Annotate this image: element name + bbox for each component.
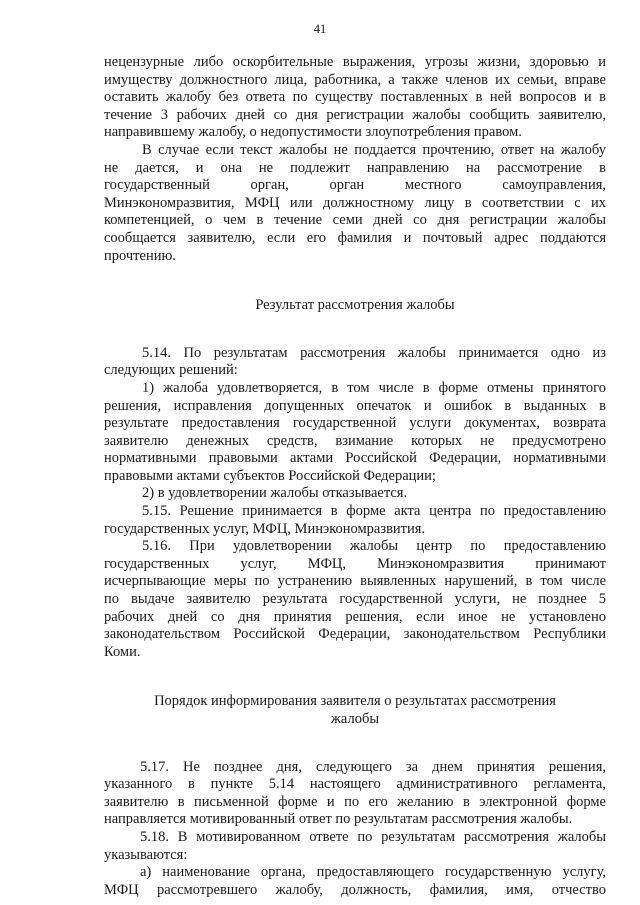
paragraph-5-17 [104,759,606,829]
text-line: нецензурные либо оскорбительные выражения, угрозы жизни, здоровью и [104,54,606,70]
text-line: МФЦ рассмотревшего жалобу, должность, фамилия, имя, отчество [104,881,606,898]
text-line: рабочих дней со дня принятия решения, если иное не установлено [104,608,606,625]
paragraph-item-2 [104,485,606,503]
text-line: заявителю в письменной форме и по его желанию в электронной форме [104,793,606,810]
text-line: указанного в пункте 5.14 настоящего административного регламента, [104,776,606,793]
paragraph-5-15 [104,503,606,538]
text-line: 5.17. Не позднее дня, следующего за днем принятия решения, [140,758,606,775]
text-line: 2) в удовлетворении жалобы отказывается. [142,485,408,502]
text-line: В случае если текст жалобы не поддается прочтению, ответ на жалобу [142,141,606,158]
text-line: результате предоставления государственной услуги документах, возврата [104,415,606,432]
text-line: решения, исправления допущенных опечаток и ошибок в выданных в [104,397,606,414]
text-line: прочтению. [104,247,176,264]
text-line: государственных услуг, МФЦ, Минэкономразвития. [104,520,426,537]
text-line: законодательством Российской Федерации, законодательством Республики [104,626,606,643]
heading-line: жалобы [330,711,380,727]
section-heading-informing [104,693,606,728]
paragraph-5-18 [104,829,606,864]
text-line: 5.18. В мотивированном ответе по результатам рассмотрения жалобы [140,828,606,845]
page-number: 41 [313,22,327,36]
text-line: нормативными правовыми актами Российской Федерации, нормативными [104,450,606,467]
text-line: а) наименование органа, предоставляющего государственную услугу, [140,864,606,881]
paragraph-abuse-continuation [104,54,606,142]
paragraph-5-14 [104,345,606,380]
text-line: правовыми актами субъектов Российской Федерации; [104,467,436,484]
text-line: указываются: [104,846,188,863]
text-line: 5.16. При удовлетворении жалобы центр по предоставлению [142,538,606,555]
heading-line: Порядок информирования заявителя о результатах рассмотрения [154,693,556,710]
text-line: течение 3 рабочих дней со дня регистрации жалобы сообщить заявителю, [104,106,606,123]
text-line: 5.14. По результатам рассмотрения жалобы принимается одно из [142,344,606,361]
paragraph-item-a [104,864,606,899]
text-line: направившему жалобу, о недопустимости злоупотребления правом. [104,124,522,141]
text-line: имуществу должностного лица, работника, а также членов их семьи, вправе [104,71,606,88]
text-line: по выдаче заявителю результата государственной услуги, не позднее 5 [104,591,606,608]
paragraph-item-1 [104,380,606,486]
text-line: направляется мотивированный ответ по результатам рассмотрения жалобы. [104,811,573,828]
paragraph-unreadable-text [104,142,606,265]
text-line: Коми. [104,643,141,660]
text-line: Минэкономразвития, МФЦ или должностному лицу в соответствии с их [104,194,606,211]
paragraph-5-16 [104,538,606,661]
text-line: не дается, и она не подлежит направлению на рассмотрение в [104,159,606,176]
section-heading-result: Результат рассмотрения жалобы [255,297,455,314]
text-line: следующих решений: [104,362,238,379]
text-line: 1) жалоба удовлетворяется, в том числе в форме отмены принятого [142,379,606,396]
text-line: исчерпывающие меры по устранению выявленных нарушений, в том числе [104,573,606,590]
text-line: сообщается заявителю, если его фамилия и почтовый адрес поддаются [104,229,606,246]
text-line: государственный орган, орган местного самоуправления, [104,177,606,194]
text-line: государственных услуг, МФЦ, Минэкономразвития принимают [104,555,606,572]
text-line: компетенцией, о чем в течение семи дней со дня регистрации жалобы [104,212,606,229]
text-line: 5.15. Решение принимается в форме акта центра по предоставлению [142,503,606,520]
text-line: оставить жалобу без ответа по существу поставленных в ней вопросов и в [104,89,606,106]
text-line: заявителю денежных средств, взимание которых не предусмотрено [104,432,606,449]
document-body [104,54,606,899]
